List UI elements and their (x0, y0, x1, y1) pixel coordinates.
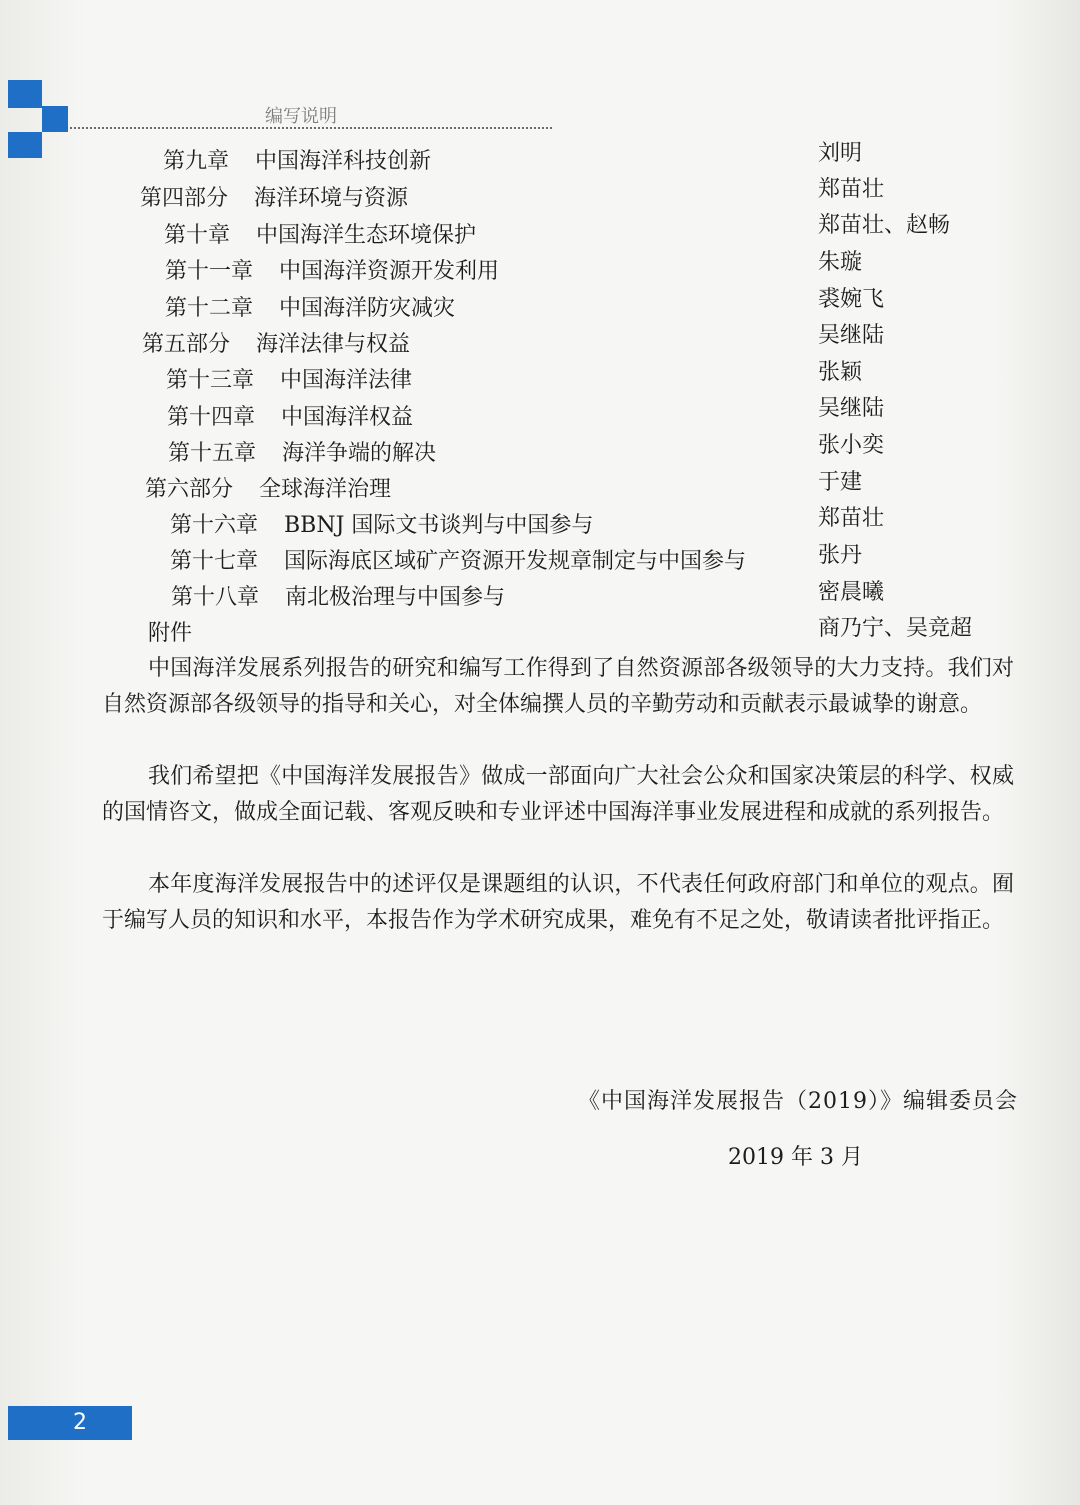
toc-row (166, 363, 412, 399)
paragraph-disclaimer: 本年度海洋发展报告中的述评仅是课题组的认识，不代表任何政府部门和单位的观点。囿于编写人员的知识和水平，本报告作为学术研究成果，难免有不足之处，敬请读者批评指正。 (102, 872, 1014, 933)
toc-row-title: 海洋环境与资源 (254, 186, 409, 211)
toc-row-title: 中国海洋法律 (280, 368, 413, 393)
toc-row-author: 商乃宁、吴竞超 (818, 616, 973, 641)
toc-row-title: 全球海洋治理 (259, 477, 392, 502)
toc-row-author: 郑苗壮、赵畅 (818, 213, 951, 238)
editorial-committee-signature: 《中国海洋发展报告（2019）》编辑委员会 (578, 1089, 1018, 1114)
toc-row (171, 580, 505, 616)
toc-row-number: 第十章 (164, 223, 231, 248)
toc-row-author: 张丹 (818, 543, 863, 568)
toc-row-author: 吴继陆 (818, 323, 885, 348)
toc-row-title: BBNJ 国际文书谈判与中国参与 (284, 513, 594, 538)
page-number: 2 (73, 1410, 87, 1435)
toc-row-number: 附件 (148, 621, 193, 646)
paragraph-purpose: 我们希望把《中国海洋发展报告》做成一部面向广大社会公众和国家决策层的科学、权威的国情咨文，做成全面记载、客观反映和专业评述中国海洋事业发展进程和成就的系列报告。 (102, 764, 1014, 825)
toc-row (168, 436, 436, 472)
decor-square-top (8, 80, 42, 108)
toc-row (163, 144, 431, 180)
toc-row (164, 218, 476, 254)
toc-row-number: 第五部分 (142, 332, 231, 357)
toc-row-number: 第四部分 (140, 186, 229, 211)
toc-row-number: 第十一章 (165, 259, 254, 284)
toc-row-author: 密晨曦 (818, 580, 885, 605)
toc-row-title: 中国海洋防灾减灾 (279, 296, 456, 321)
toc-row-author: 刘明 (818, 141, 863, 166)
toc-row (167, 400, 413, 436)
toc-row-number: 第九章 (163, 149, 230, 174)
toc-row-number: 第六部分 (145, 477, 234, 502)
toc-row-title: 海洋争端的解决 (282, 441, 437, 466)
signature-date: 2019 年 3 月 (728, 1145, 863, 1170)
toc-row (142, 327, 410, 363)
decor-square-bottom (8, 132, 42, 158)
toc-row-author: 朱璇 (818, 250, 863, 275)
toc-row-number: 第十六章 (170, 513, 259, 538)
toc-row-title: 南北极治理与中国参与 (285, 585, 506, 610)
toc-row-title: 中国海洋科技创新 (255, 149, 432, 174)
toc-row-author: 张颖 (818, 360, 863, 385)
toc-row-number: 第十四章 (167, 405, 256, 430)
toc-row (170, 544, 746, 580)
running-header-title: 编写说明 (265, 106, 337, 127)
toc-row-author: 吴继陆 (818, 396, 885, 421)
toc-row-title: 中国海洋权益 (281, 405, 414, 430)
toc-row-number: 第十二章 (165, 296, 254, 321)
paragraph-acknowledgement: 中国海洋发展系列报告的研究和编写工作得到了自然资源部各级领导的大力支持。我们对自然资源部各级领导的指导和关心，对全体编撰人员的辛勤劳动和贡献表示最诚挚的谢意。 (102, 656, 1014, 717)
toc-row-number: 第十七章 (170, 549, 259, 574)
toc-row (145, 472, 391, 508)
toc-row-title: 中国海洋资源开发利用 (279, 259, 500, 284)
toc-row-author: 于建 (818, 470, 863, 495)
toc-row-number: 第十五章 (168, 441, 257, 466)
toc-row (170, 508, 593, 544)
toc-row-title: 海洋法律与权益 (256, 332, 411, 357)
toc-row-number: 第十三章 (166, 368, 255, 393)
toc-row-number: 第十八章 (171, 585, 260, 610)
toc-row-title: 国际海底区域矿产资源开发规章制定与中国参与 (284, 549, 747, 574)
toc-row (165, 254, 499, 290)
toc-row-author: 张小奕 (818, 433, 885, 458)
toc-row-author: 裘婉飞 (818, 287, 885, 312)
toc-row (140, 181, 408, 217)
toc-row (148, 616, 192, 652)
header-dotted-rule (70, 127, 552, 129)
toc-row (165, 291, 455, 327)
toc-row-title: 中国海洋生态环境保护 (256, 223, 477, 248)
decor-square-middle (42, 106, 68, 132)
toc-row-author: 郑苗壮 (818, 177, 885, 202)
toc-row-author: 郑苗壮 (818, 506, 885, 531)
